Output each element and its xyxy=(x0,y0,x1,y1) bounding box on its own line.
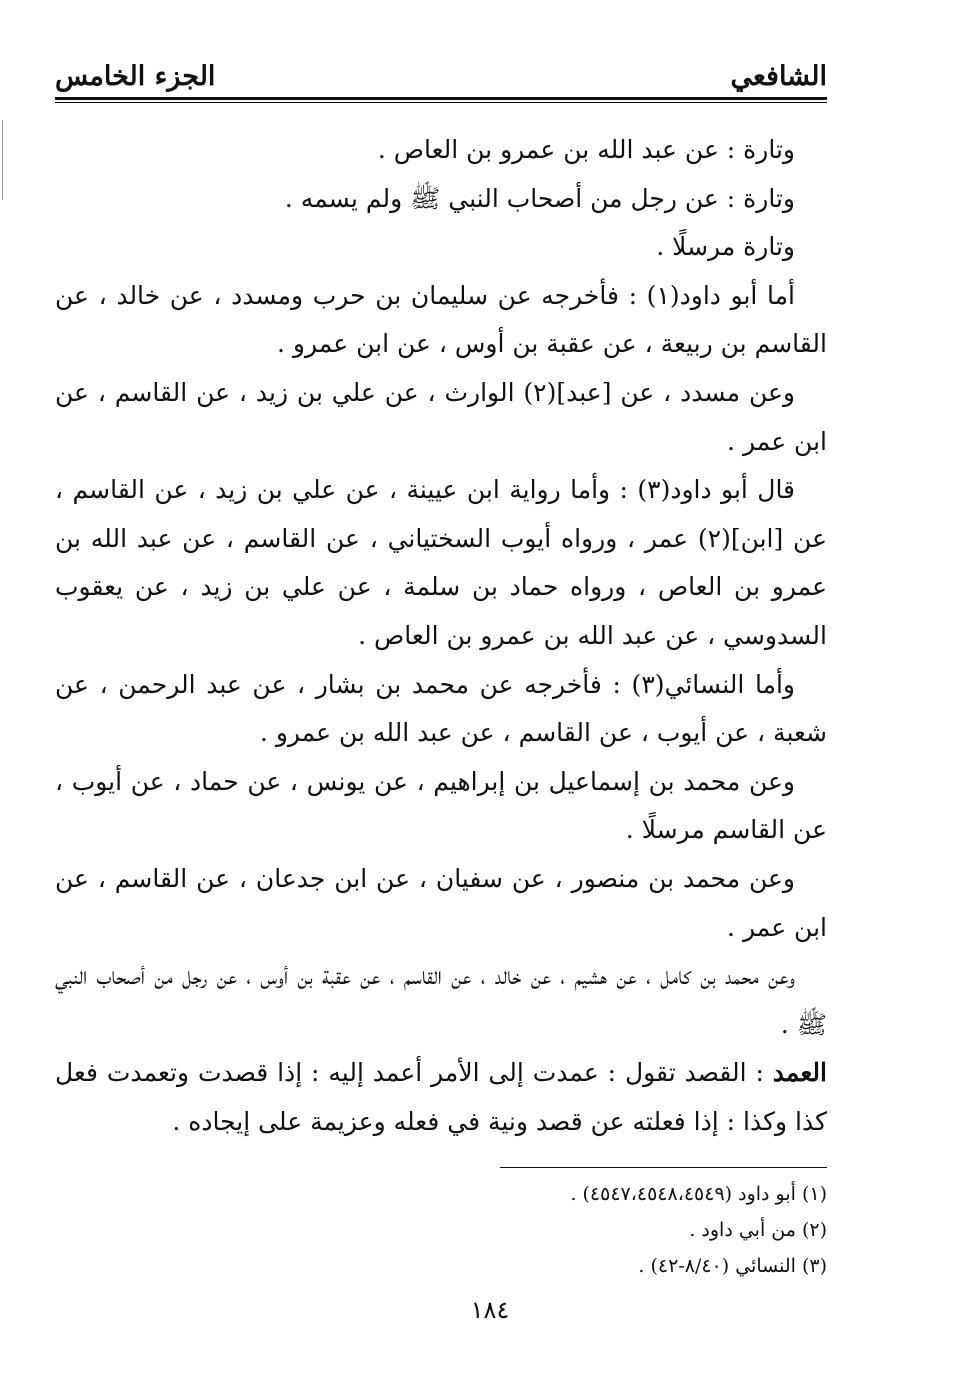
main-text xyxy=(55,126,827,1146)
header-left-title: الجزء الخامس xyxy=(55,61,216,92)
page-number: ١٨٤ xyxy=(470,1296,510,1324)
paragraph-2: وتارة : عن رجل من أصحاب النبي ﷺ ولم يسمه . xyxy=(284,183,795,213)
paragraph-9: وعن محمد بن منصور ، عن سفيان ، عن ابن جدعان ، عن القاسم ، عن ابن عمر . xyxy=(55,863,827,942)
defined-term: العمد xyxy=(772,1058,827,1088)
paragraph-4: أما أبو داود(١) : فأخرجه عن سليمان بن حرب ومسدد ، عن خالد ، عن القاسم بن ربيعة ، عن عقبة بن أوس ، عن ابن عمرو . xyxy=(55,280,827,359)
paragraph-5: وعن مسدد ، عن [عبد](٢) الوارث ، عن علي بن زيد ، عن القاسم ، عن ابن عمر . xyxy=(55,377,827,456)
footnote-separator xyxy=(500,1167,827,1168)
footnotes xyxy=(400,1176,827,1284)
definition-text: : القصد تقول : عمدت إلى الأمر أعمد إليه : إذا قصدت وتعمدت فعل كذا وكذا : إذا فعلته عن قصد ونية في فعله وعزيمة على إيجاده . xyxy=(55,1058,827,1136)
page-edge-line xyxy=(2,120,3,200)
page-header xyxy=(55,52,827,92)
header-right-title: الشافعي xyxy=(730,61,827,92)
paragraph-7: وأما النسائي(٣) : فأخرجه عن محمد بن بشار ، عن عبد الرحمن ، عن شعبة ، عن أيوب ، عن القاسم ، عن عبد الله بن عمرو . xyxy=(55,669,827,748)
footnote-3: (٣) النسائي (٨/٤٠-٤٢) . xyxy=(638,1255,827,1277)
paragraph-6: قال أبو داود(٣) : وأما رواية ابن عيينة ، عن علي بن زيد ، عن القاسم ، عن [ابن](٢) عمر ، ورواه أيوب السختياني ، عن القاسم ، عن عبد الله بن عمرو بن العاص ، ورواه حماد بن سلمة ، عن علي بن زيد ، عن يعقوب السدوسي ، عن عبد الله بن عمرو بن العاص . xyxy=(55,475,827,650)
paragraph-1: وتارة : عن عبد الله بن عمرو بن العاص . xyxy=(377,135,795,164)
header-rule xyxy=(55,97,827,100)
footnote-1: (١) أبو داود (٤٥٤٧،٤٥٤٨،٤٥٤٩) . xyxy=(570,1183,827,1205)
header-rule-thin xyxy=(55,102,827,103)
paragraph-10: وعن محمد بن كامل ، عن هشيم ، عن خالد ، عن القاسم ، عن عقبة بن أوس ، عن رجل من أصحاب النبي ﷺ . xyxy=(55,961,827,1039)
footnote-2: (٢) من أبي داود . xyxy=(689,1219,827,1241)
paragraph-8: وعن محمد بن إسماعيل بن إبراهيم ، عن يونس ، عن حماد ، عن أيوب ، عن القاسم مرسلًا . xyxy=(55,766,827,845)
paragraph-11 xyxy=(55,1049,827,1146)
paragraph-3: وتارة مرسلًا . xyxy=(656,232,795,262)
